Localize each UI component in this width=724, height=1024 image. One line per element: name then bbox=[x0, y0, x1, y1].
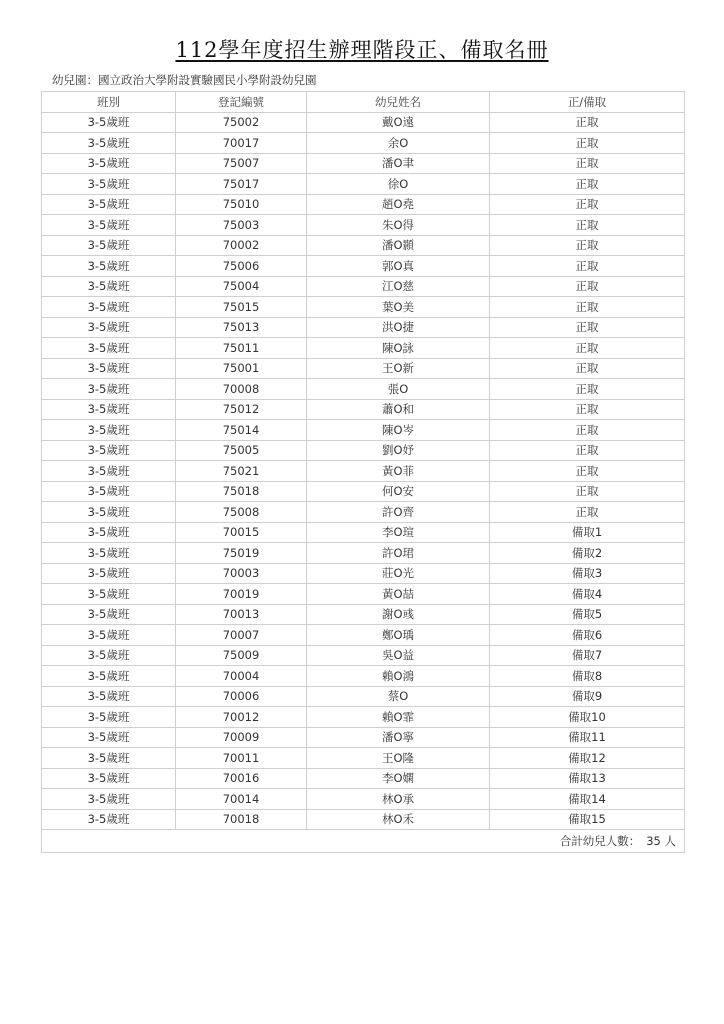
table-footer-row bbox=[42, 830, 685, 853]
admission-status-cell: 備取13 bbox=[490, 768, 685, 789]
admission-status-cell: 備取5 bbox=[490, 604, 685, 625]
child-name-cell: 葉O美 bbox=[307, 297, 490, 318]
child-name-cell: 郭O真 bbox=[307, 256, 490, 277]
registration-number-cell: 75018 bbox=[176, 481, 307, 502]
admission-status-cell: 備取8 bbox=[490, 666, 685, 687]
child-name-cell: 戴O遠 bbox=[307, 112, 490, 133]
table-row bbox=[42, 338, 685, 359]
registration-number-cell: 70011 bbox=[176, 748, 307, 769]
child-name-cell: 林O承 bbox=[307, 789, 490, 810]
registration-number-cell: 70004 bbox=[176, 666, 307, 687]
admission-status-cell: 備取2 bbox=[490, 543, 685, 564]
table-row bbox=[42, 502, 685, 523]
child-name-cell: 何O安 bbox=[307, 481, 490, 502]
table-row bbox=[42, 481, 685, 502]
registration-number-cell: 75005 bbox=[176, 440, 307, 461]
admission-status-cell: 正取 bbox=[490, 502, 685, 523]
table-row bbox=[42, 215, 685, 236]
table-row bbox=[42, 112, 685, 133]
class-cell: 3-5歲班 bbox=[42, 256, 176, 277]
class-cell: 3-5歲班 bbox=[42, 297, 176, 318]
admission-status-cell: 備取14 bbox=[490, 789, 685, 810]
child-name-cell: 張O bbox=[307, 379, 490, 400]
class-cell: 3-5歲班 bbox=[42, 727, 176, 748]
class-cell: 3-5歲班 bbox=[42, 133, 176, 154]
registration-number-cell: 70016 bbox=[176, 768, 307, 789]
admission-status-cell: 備取15 bbox=[490, 809, 685, 830]
registration-number-cell: 75014 bbox=[176, 420, 307, 441]
admission-status-cell: 正取 bbox=[490, 338, 685, 359]
admission-status-cell: 備取3 bbox=[490, 563, 685, 584]
child-name-cell: 黃O菲 bbox=[307, 461, 490, 482]
class-cell: 3-5歲班 bbox=[42, 112, 176, 133]
child-name-cell: 潘O寧 bbox=[307, 727, 490, 748]
registration-number-cell: 75004 bbox=[176, 276, 307, 297]
table-row bbox=[42, 563, 685, 584]
class-cell: 3-5歲班 bbox=[42, 768, 176, 789]
registration-number-cell: 75001 bbox=[176, 358, 307, 379]
admission-status-cell: 備取11 bbox=[490, 727, 685, 748]
registration-number-cell: 75012 bbox=[176, 399, 307, 420]
registration-number-cell: 75003 bbox=[176, 215, 307, 236]
registration-number-cell: 70007 bbox=[176, 625, 307, 646]
admission-status-cell: 正取 bbox=[490, 194, 685, 215]
class-cell: 3-5歲班 bbox=[42, 317, 176, 338]
registration-number-cell: 70006 bbox=[176, 686, 307, 707]
child-name-cell: 徐O bbox=[307, 174, 490, 195]
class-cell: 3-5歲班 bbox=[42, 235, 176, 256]
class-cell: 3-5歲班 bbox=[42, 502, 176, 523]
child-name-cell: 陳O岑 bbox=[307, 420, 490, 441]
child-name-cell: 謝O彧 bbox=[307, 604, 490, 625]
admission-status-cell: 正取 bbox=[490, 133, 685, 154]
registration-number-cell: 70009 bbox=[176, 727, 307, 748]
admission-status-cell: 正取 bbox=[490, 317, 685, 338]
registration-number-cell: 75015 bbox=[176, 297, 307, 318]
table-row bbox=[42, 543, 685, 564]
admission-status-cell: 正取 bbox=[490, 112, 685, 133]
table-row bbox=[42, 440, 685, 461]
table-row bbox=[42, 584, 685, 605]
child-name-cell: 潘O顥 bbox=[307, 235, 490, 256]
admission-status-cell: 備取9 bbox=[490, 686, 685, 707]
table-row bbox=[42, 256, 685, 277]
registration-number-cell: 75019 bbox=[176, 543, 307, 564]
registration-number-cell: 75021 bbox=[176, 461, 307, 482]
child-name-cell: 劉O妤 bbox=[307, 440, 490, 461]
child-name-cell: 蕭O和 bbox=[307, 399, 490, 420]
child-name-cell: 賴O鴻 bbox=[307, 666, 490, 687]
child-name-cell: 陳O詠 bbox=[307, 338, 490, 359]
table-row bbox=[42, 604, 685, 625]
class-cell: 3-5歲班 bbox=[42, 707, 176, 728]
table-row bbox=[42, 153, 685, 174]
admission-status-cell: 備取12 bbox=[490, 748, 685, 769]
child-name-cell: 莊O光 bbox=[307, 563, 490, 584]
registration-number-cell: 75013 bbox=[176, 317, 307, 338]
class-cell: 3-5歲班 bbox=[42, 748, 176, 769]
table-row bbox=[42, 174, 685, 195]
admission-status-cell: 正取 bbox=[490, 461, 685, 482]
table-header-row bbox=[42, 92, 685, 113]
school-name-line: 幼兒園：國立政治大學附設實驗國民小學附設幼兒園 bbox=[52, 73, 317, 87]
class-cell: 3-5歲班 bbox=[42, 440, 176, 461]
class-cell: 3-5歲班 bbox=[42, 789, 176, 810]
child-name-cell: 蔡O bbox=[307, 686, 490, 707]
admission-roster-table bbox=[41, 91, 685, 853]
page-title: 112學年度招生辦理階段正、備取名冊 bbox=[175, 38, 549, 62]
class-cell: 3-5歲班 bbox=[42, 174, 176, 195]
class-cell: 3-5歲班 bbox=[42, 481, 176, 502]
admission-status-cell: 正取 bbox=[490, 481, 685, 502]
registration-number-cell: 75011 bbox=[176, 338, 307, 359]
class-cell: 3-5歲班 bbox=[42, 215, 176, 236]
total-value: 35 人 bbox=[646, 834, 676, 848]
class-cell: 3-5歲班 bbox=[42, 543, 176, 564]
registration-number-cell: 75017 bbox=[176, 174, 307, 195]
table-row bbox=[42, 789, 685, 810]
column-header-registration-number: 登記編號 bbox=[176, 92, 307, 113]
column-header-admission-status: 正/備取 bbox=[490, 92, 685, 113]
admission-status-cell: 正取 bbox=[490, 215, 685, 236]
child-name-cell: 許O齊 bbox=[307, 502, 490, 523]
class-cell: 3-5歲班 bbox=[42, 563, 176, 584]
admission-status-cell: 正取 bbox=[490, 235, 685, 256]
table-row bbox=[42, 625, 685, 646]
child-name-cell: 林O禾 bbox=[307, 809, 490, 830]
admission-status-cell: 備取6 bbox=[490, 625, 685, 646]
table-row bbox=[42, 686, 685, 707]
total-cell bbox=[42, 830, 685, 853]
admission-status-cell: 正取 bbox=[490, 153, 685, 174]
class-cell: 3-5歲班 bbox=[42, 461, 176, 482]
child-name-cell: 王O隆 bbox=[307, 748, 490, 769]
registration-number-cell: 75008 bbox=[176, 502, 307, 523]
admission-status-cell: 備取4 bbox=[490, 584, 685, 605]
admission-status-cell: 正取 bbox=[490, 276, 685, 297]
registration-number-cell: 70008 bbox=[176, 379, 307, 400]
table-row bbox=[42, 379, 685, 400]
class-cell: 3-5歲班 bbox=[42, 379, 176, 400]
class-cell: 3-5歲班 bbox=[42, 645, 176, 666]
table-body bbox=[42, 112, 685, 830]
child-name-cell: 李O瑄 bbox=[307, 522, 490, 543]
table-row bbox=[42, 399, 685, 420]
class-cell: 3-5歲班 bbox=[42, 625, 176, 646]
registration-number-cell: 75002 bbox=[176, 112, 307, 133]
class-cell: 3-5歲班 bbox=[42, 584, 176, 605]
child-name-cell: 黃O喆 bbox=[307, 584, 490, 605]
table-row bbox=[42, 666, 685, 687]
child-name-cell: 李O嫻 bbox=[307, 768, 490, 789]
registration-number-cell: 70018 bbox=[176, 809, 307, 830]
child-name-cell: 余O bbox=[307, 133, 490, 154]
admission-status-cell: 正取 bbox=[490, 440, 685, 461]
table-row bbox=[42, 522, 685, 543]
class-cell: 3-5歲班 bbox=[42, 194, 176, 215]
registration-number-cell: 75009 bbox=[176, 645, 307, 666]
class-cell: 3-5歲班 bbox=[42, 153, 176, 174]
table-row bbox=[42, 317, 685, 338]
table-row bbox=[42, 133, 685, 154]
child-name-cell: 賴O霏 bbox=[307, 707, 490, 728]
class-cell: 3-5歲班 bbox=[42, 420, 176, 441]
registration-number-cell: 70003 bbox=[176, 563, 307, 584]
class-cell: 3-5歲班 bbox=[42, 604, 176, 625]
registration-number-cell: 70014 bbox=[176, 789, 307, 810]
registration-number-cell: 75010 bbox=[176, 194, 307, 215]
table-row bbox=[42, 748, 685, 769]
admission-status-cell: 備取1 bbox=[490, 522, 685, 543]
class-cell: 3-5歲班 bbox=[42, 809, 176, 830]
table-row bbox=[42, 461, 685, 482]
registration-number-cell: 70015 bbox=[176, 522, 307, 543]
child-name-cell: 江O慈 bbox=[307, 276, 490, 297]
column-header-child-name: 幼兒姓名 bbox=[307, 92, 490, 113]
admission-status-cell: 正取 bbox=[490, 256, 685, 277]
admission-status-cell: 正取 bbox=[490, 399, 685, 420]
table-row bbox=[42, 358, 685, 379]
column-header-class: 班別 bbox=[42, 92, 176, 113]
table-row bbox=[42, 809, 685, 830]
table-row bbox=[42, 727, 685, 748]
table-row bbox=[42, 420, 685, 441]
class-cell: 3-5歲班 bbox=[42, 338, 176, 359]
total-label: 合計幼兒人數： bbox=[559, 834, 641, 848]
admission-status-cell: 正取 bbox=[490, 379, 685, 400]
table-row bbox=[42, 297, 685, 318]
table-row bbox=[42, 707, 685, 728]
child-name-cell: 王O新 bbox=[307, 358, 490, 379]
admission-status-cell: 正取 bbox=[490, 174, 685, 195]
class-cell: 3-5歲班 bbox=[42, 358, 176, 379]
table-row bbox=[42, 276, 685, 297]
table-row bbox=[42, 645, 685, 666]
admission-status-cell: 備取10 bbox=[490, 707, 685, 728]
table-row bbox=[42, 235, 685, 256]
child-name-cell: 潘O聿 bbox=[307, 153, 490, 174]
class-cell: 3-5歲班 bbox=[42, 686, 176, 707]
registration-number-cell: 75006 bbox=[176, 256, 307, 277]
child-name-cell: 吳O益 bbox=[307, 645, 490, 666]
registration-number-cell: 70013 bbox=[176, 604, 307, 625]
table-row bbox=[42, 194, 685, 215]
class-cell: 3-5歲班 bbox=[42, 522, 176, 543]
registration-number-cell: 70012 bbox=[176, 707, 307, 728]
admission-status-cell: 正取 bbox=[490, 358, 685, 379]
child-name-cell: 朱O得 bbox=[307, 215, 490, 236]
registration-number-cell: 70019 bbox=[176, 584, 307, 605]
child-name-cell: 鄭O瑀 bbox=[307, 625, 490, 646]
registration-number-cell: 70017 bbox=[176, 133, 307, 154]
class-cell: 3-5歲班 bbox=[42, 666, 176, 687]
child-name-cell: 洪O捷 bbox=[307, 317, 490, 338]
registration-number-cell: 70002 bbox=[176, 235, 307, 256]
child-name-cell: 許O珺 bbox=[307, 543, 490, 564]
admission-status-cell: 備取7 bbox=[490, 645, 685, 666]
admission-status-cell: 正取 bbox=[490, 297, 685, 318]
admission-status-cell: 正取 bbox=[490, 420, 685, 441]
class-cell: 3-5歲班 bbox=[42, 276, 176, 297]
registration-number-cell: 75007 bbox=[176, 153, 307, 174]
table-row bbox=[42, 768, 685, 789]
child-name-cell: 趙O堯 bbox=[307, 194, 490, 215]
class-cell: 3-5歲班 bbox=[42, 399, 176, 420]
